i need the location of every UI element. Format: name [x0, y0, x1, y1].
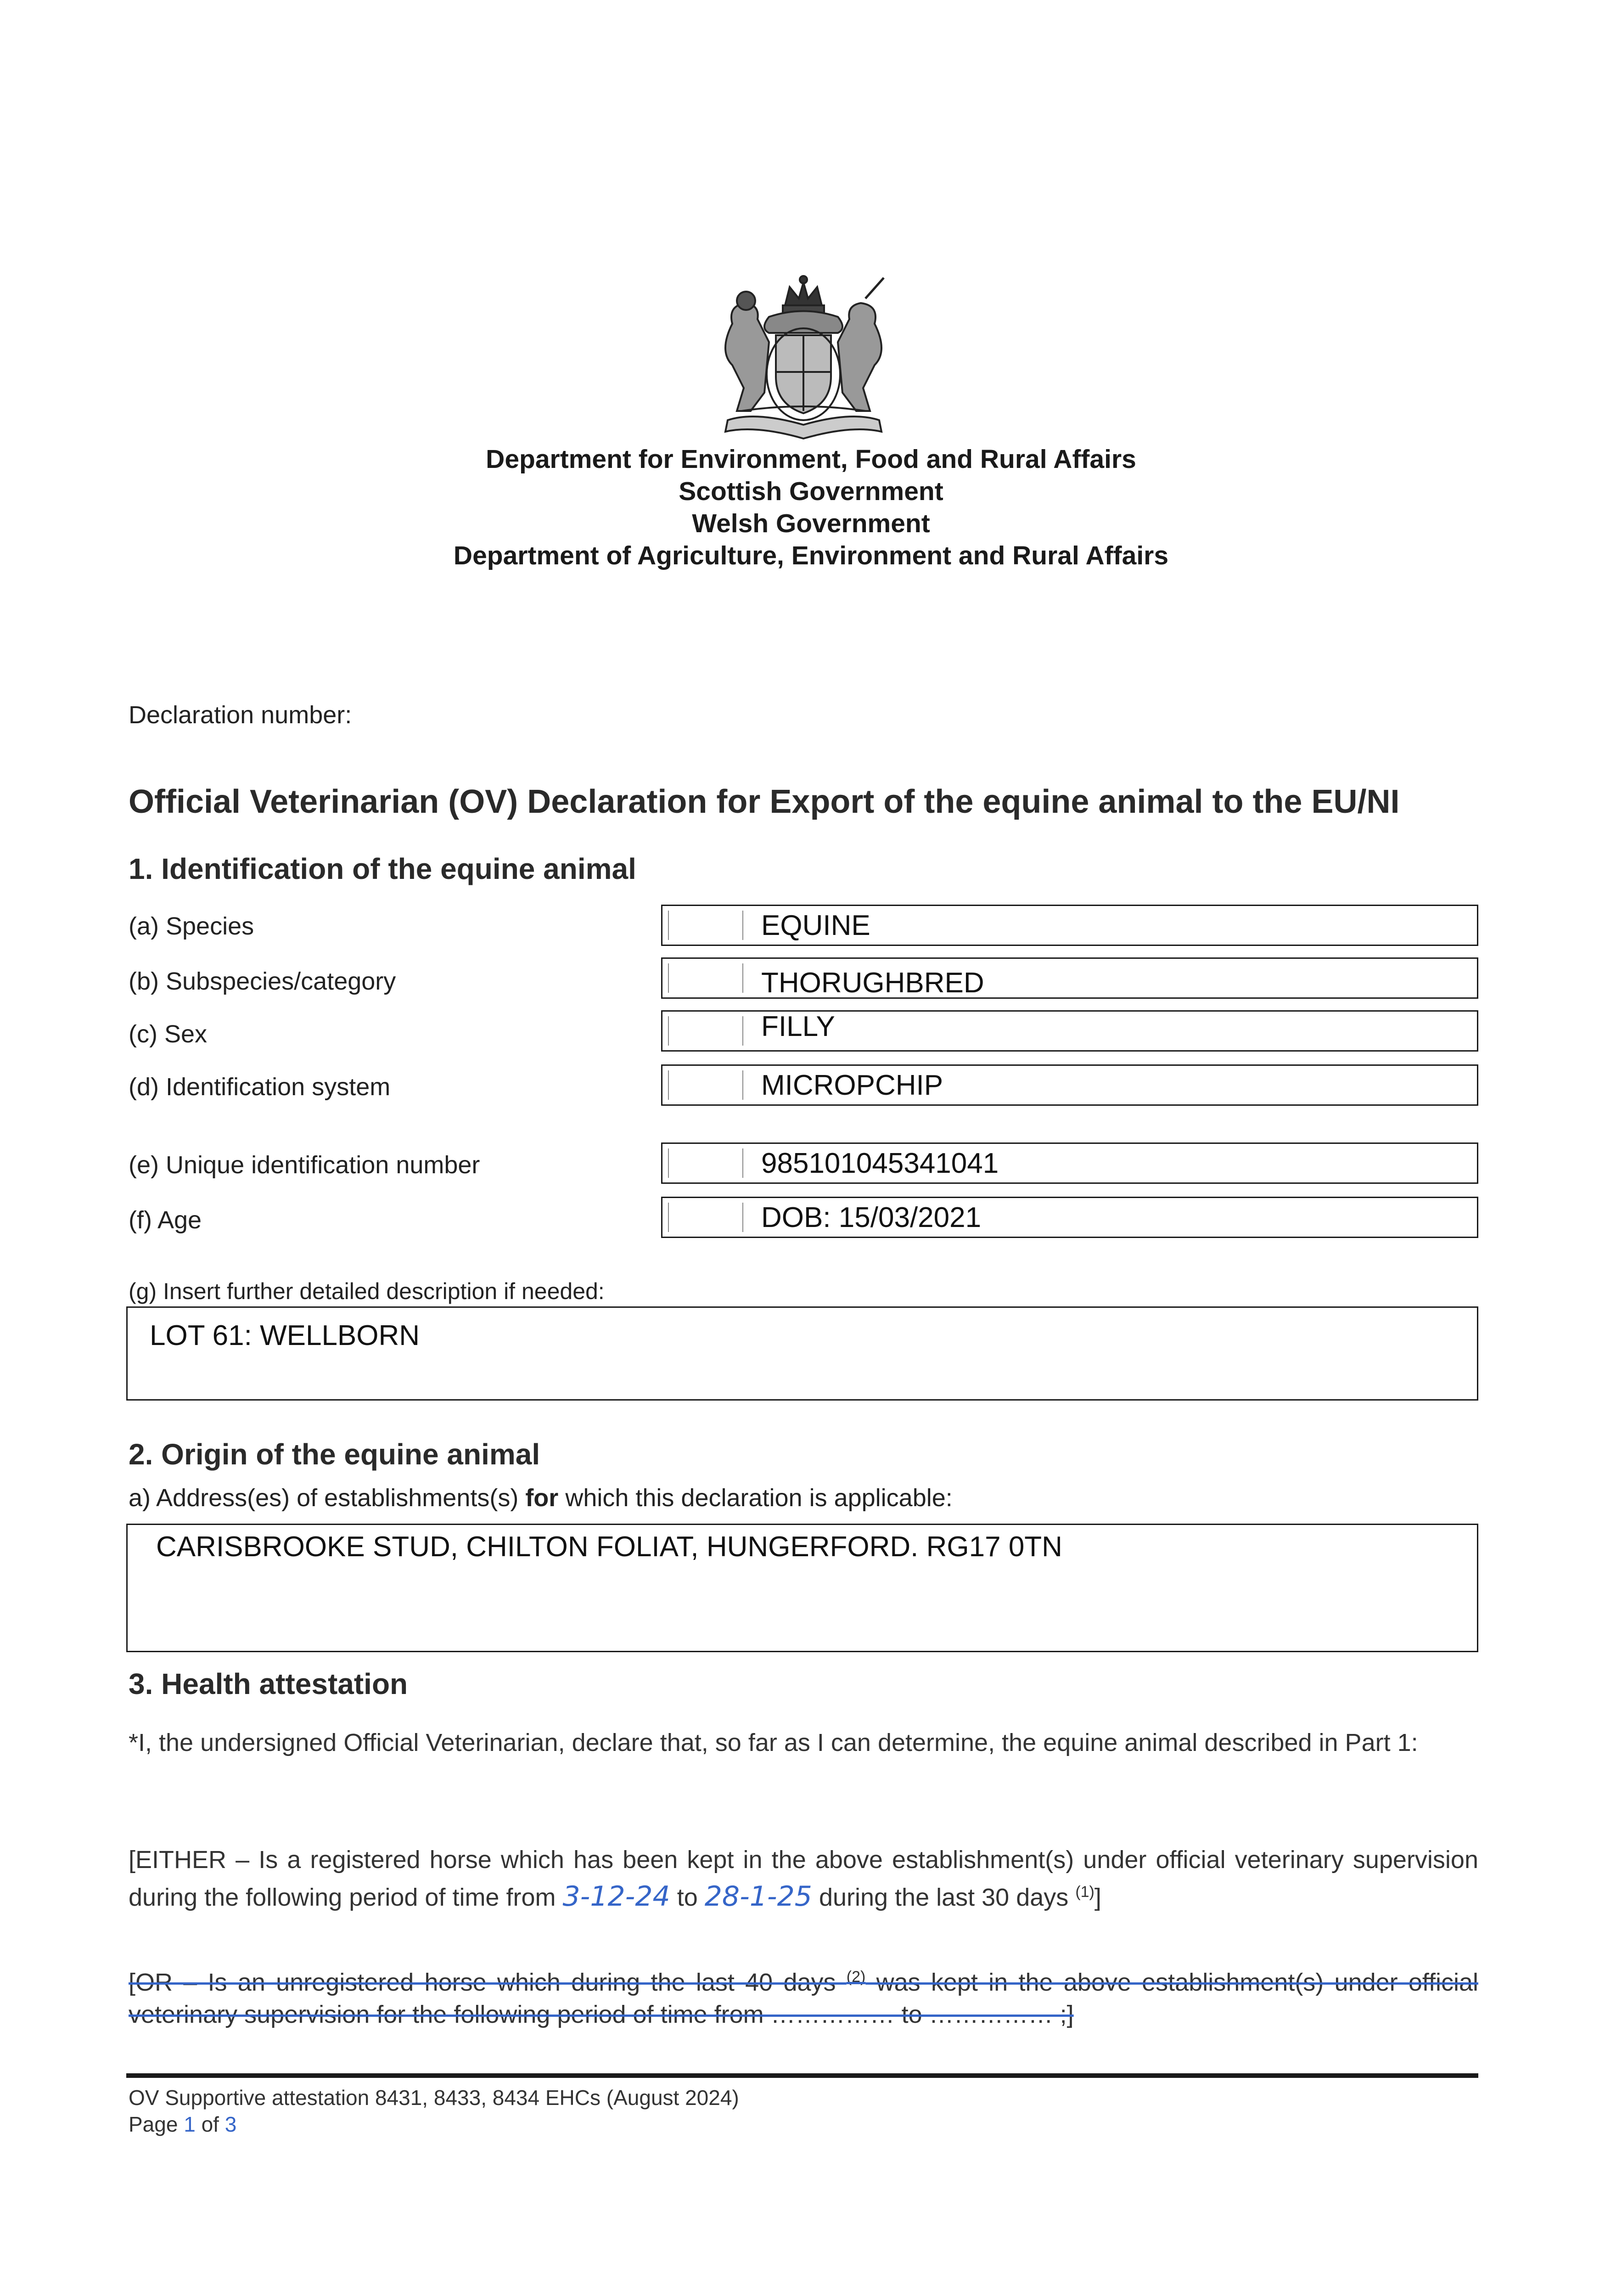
- authority-daera: Department of Agriculture, Environment and Rural Affairs: [453, 541, 1169, 570]
- identification-system-label: (d) Identification system: [129, 1073, 391, 1101]
- unique-id-label: (e) Unique identification number: [129, 1151, 480, 1179]
- section-1-heading: 1. Identification of the equine animal: [129, 852, 636, 885]
- either-clause: [EITHER – Is a registered horse which has been kept in the above establishment(s) under official veterinary supervision during the following period of time from 3-12-24 to 28-1-25 during the last 30 days $^{(1)}$]: [129, 1846, 1478, 1913]
- unique-id-value: 985101045341041: [761, 1147, 999, 1179]
- field-separator: [668, 1016, 743, 1046]
- identification-system-field[interactable]: [661, 1064, 1478, 1106]
- authority-welsh-government: Welsh Government: [692, 509, 930, 538]
- identification-system-value: MICROPCHIP: [761, 1069, 943, 1101]
- sex-label: (c) Sex: [129, 1020, 208, 1048]
- royal-coat-of-arms-icon: [700, 273, 907, 443]
- section-3-heading: 3. Health attestation: [129, 1667, 408, 1700]
- age-value: DOB: 15/03/2021: [761, 1201, 982, 1233]
- section-2-heading: 2. Origin of the equine animal: [129, 1438, 540, 1471]
- authority-defra: Department for Environment, Food and Rural Affairs: [486, 445, 1136, 474]
- age-field[interactable]: [661, 1197, 1478, 1238]
- authority-scottish-government: Scottish Government: [679, 477, 943, 506]
- address-label: a) Address(es) of establishments(s) for which this declaration is applicable:: [129, 1484, 953, 1512]
- subspecies-value: THORUGHBRED: [761, 967, 984, 999]
- description-value: LOT 61: WELLBORN: [150, 1320, 420, 1351]
- subspecies-label: (b) Subspecies/category: [129, 968, 396, 995]
- field-separator: [668, 1203, 743, 1232]
- page-number: Page 1 of 3: [129, 2112, 237, 2136]
- or-clause-struck: [OR – Is an unregistered horse which during the last 40 days $^{(2)}$ was kept in the above establishment(s) under official veterinary supervision for the following period of time from …………… to …………… ;]: [129, 1968, 1478, 2028]
- footer-rule: [126, 2073, 1478, 2078]
- field-separator: [668, 1148, 743, 1178]
- declaration-number-label: Declaration number:: [129, 701, 352, 729]
- document-title: Official Veterinarian (OV) Declaration for Export of the equine animal to the EU/NI: [129, 783, 1400, 820]
- species-label: (a) Species: [129, 912, 254, 940]
- sex-field[interactable]: [661, 1010, 1478, 1052]
- field-separator: [668, 1070, 743, 1100]
- health-attestation-intro: *I, the undersigned Official Veterinarian, declare that, so far as I can determine, the equine animal described in Part 1:: [129, 1729, 1418, 1756]
- species-value: EQUINE: [761, 909, 870, 941]
- description-label: (g) Insert further detailed description if needed:: [129, 1278, 605, 1304]
- handwritten-from-date: 3-12-24: [562, 1880, 670, 1913]
- unique-id-field[interactable]: [661, 1142, 1478, 1184]
- field-separator: [668, 911, 743, 940]
- description-field[interactable]: [126, 1306, 1478, 1401]
- address-value: CARISBROOKE STUD, CHILTON FOLIAT, HUNGERFORD. RG17 0TN: [156, 1531, 1062, 1563]
- species-field[interactable]: [661, 905, 1478, 946]
- sex-value: FILLY: [761, 1010, 835, 1042]
- age-label: (f) Age: [129, 1206, 202, 1234]
- handwritten-to-date: 28-1-25: [704, 1880, 812, 1913]
- field-separator: [668, 963, 743, 993]
- footer-attestation-ref: OV Supportive attestation 8431, 8433, 8434 EHCs (August 2024): [129, 2086, 739, 2110]
- address-field[interactable]: [126, 1524, 1478, 1652]
- subspecies-field[interactable]: [661, 957, 1478, 999]
